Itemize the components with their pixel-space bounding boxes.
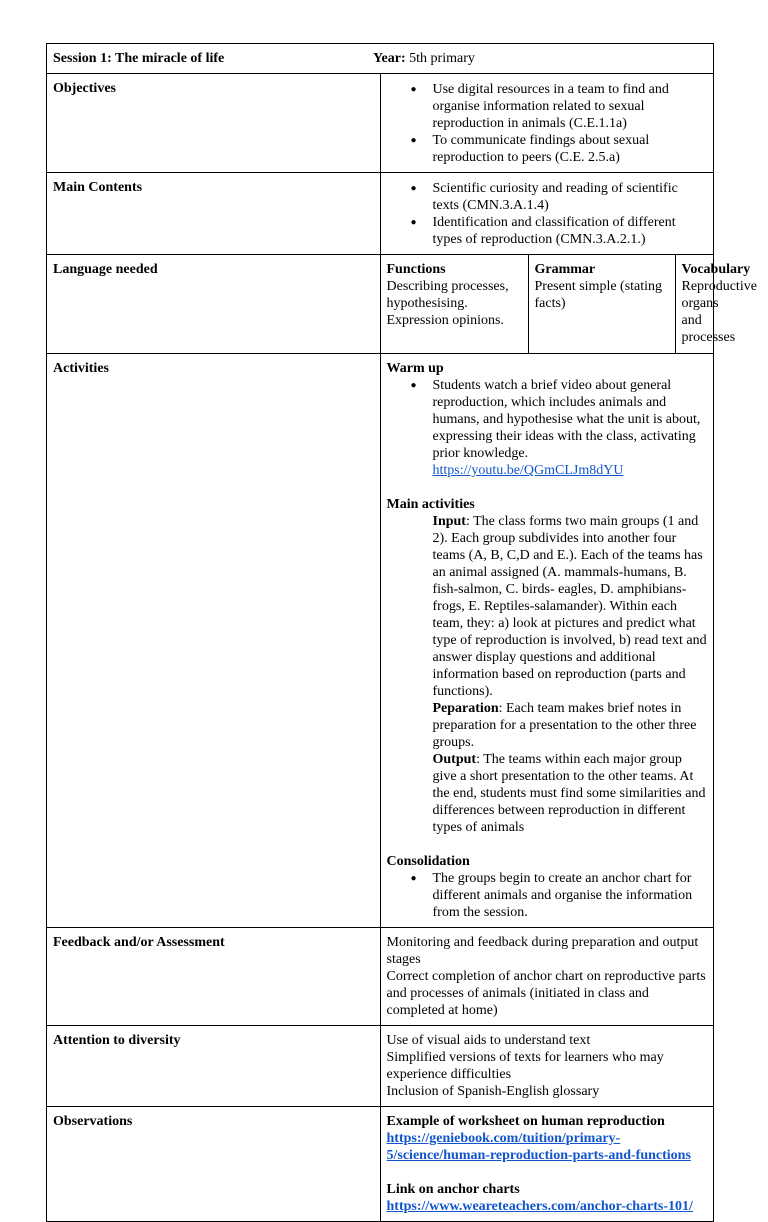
vocabulary-cell <box>675 255 757 353</box>
observations-label: Observations <box>47 1107 381 1222</box>
diversity-label: Attention to diversity <box>47 1026 381 1107</box>
objectives-label: Objectives <box>47 74 381 173</box>
vocabulary-title: Vocabulary <box>681 262 751 277</box>
diversity-line: Inclusion of Spanish-English glossary <box>386 1084 600 1099</box>
observations-row <box>47 1107 714 1222</box>
main-contents-content <box>380 173 714 255</box>
diversity-line: Simplified versions of texts for learners who may experience difficulties <box>386 1050 664 1082</box>
preparation-label: Peparation <box>432 701 499 716</box>
warmup-item <box>433 377 708 479</box>
main-activities-title: Main activities <box>386 497 475 512</box>
activities-label: Activities <box>47 354 381 928</box>
warmup-video-link[interactable]: https://youtu.be/QGmCLJm8dYU <box>432 463 624 478</box>
worksheet-title: Example of worksheet on human reproduction <box>386 1114 665 1129</box>
output-label: Output <box>432 752 477 767</box>
functions-title: Functions <box>386 262 446 277</box>
grammar-cell <box>528 255 675 353</box>
language-subtable <box>381 255 757 353</box>
input-label: Input <box>432 514 466 529</box>
worksheet-link[interactable]: https://geniebook.com/tuition/primary-5/science/human-reproduction-parts-and-functions <box>386 1131 691 1163</box>
objectives-row <box>47 74 714 173</box>
diversity-row <box>47 1026 714 1107</box>
objective-item: ● Use digital resources in a team to find and organise information related to sexual reproduction in animals (C.E.1.1a) <box>433 81 708 132</box>
main-contents-label: Main Contents <box>47 173 381 255</box>
header-cell <box>47 44 714 74</box>
output-paragraph <box>387 751 708 836</box>
warmup-list <box>387 377 708 479</box>
anchor-charts-link[interactable]: https://www.weareteachers.com/anchor-charts-101/ <box>386 1199 693 1214</box>
year-label: Year: <box>373 51 406 66</box>
lesson-plan-table <box>46 43 757 1222</box>
consolidation-title: Consolidation <box>386 854 470 869</box>
warmup-text: Students watch a brief video about general reproduction, which includes animals and humans, and hypothesise what the unit is about, expressing their ideas with the class, activating prior knowledge. <box>432 378 701 461</box>
consolidation-item: ● The groups begin to create an anchor chart for different animals and organise the information from the session. <box>433 870 708 921</box>
objectives-content <box>380 74 714 173</box>
preparation-paragraph <box>387 700 708 751</box>
main-contents-list <box>387 180 708 248</box>
observations-content <box>380 1107 714 1222</box>
main-contents-row <box>47 173 714 255</box>
feedback-line: Correct completion of anchor chart on reproductive parts and processes of animals (initiated in class and completed at home) <box>386 969 706 1018</box>
content-item: ● Scientific curiosity and reading of scientific texts (CMN.3.A.1.4) <box>433 180 708 214</box>
anchor-charts-title: Link on anchor charts <box>386 1182 520 1197</box>
input-paragraph <box>387 513 708 700</box>
feedback-line: Monitoring and feedback during preparation and output stages <box>386 935 699 967</box>
grammar-text: Present simple (stating facts) <box>534 279 663 311</box>
feedback-label: Feedback and/or Assessment <box>47 928 381 1026</box>
objectives-list <box>387 81 708 166</box>
feedback-content <box>380 928 714 1026</box>
functions-text: Describing processes, hypothesising. Expression opinions. <box>386 279 509 328</box>
vocabulary-text: Reproductive organs and processes <box>681 279 757 345</box>
session-title: Session 1: The miracle of life <box>53 51 225 66</box>
language-label: Language needed <box>47 255 381 354</box>
warmup-title: Warm up <box>386 361 444 376</box>
diversity-content <box>380 1026 714 1107</box>
language-content <box>380 255 757 354</box>
diversity-line: Use of visual aids to understand text <box>386 1033 591 1048</box>
functions-cell <box>381 255 529 353</box>
grammar-title: Grammar <box>534 262 596 277</box>
input-text: : The class forms two main groups (1 and 2). Each group subdivides into another four teams (A, B, C,D and E.). Each of the teams has an animal assigned (A. mammals-humans, B. fish-salmon, C. birds- eagles, D. amphibians-frogs, E. Reptiles-salamander). Within each team, they: a) look at pictures and predict what type of reproduction is involved, b) read text and answer display questions and additional information based on reproduction (parts and functions). <box>432 514 707 699</box>
header-row <box>47 44 714 74</box>
year-value: 5th primary <box>409 51 475 66</box>
feedback-row <box>47 928 714 1026</box>
consolidation-list <box>387 870 708 921</box>
objective-item: ● To communicate findings about sexual reproduction to peers (C.E. 2.5.a) <box>433 132 708 166</box>
content-item: ● Identification and classification of different types of reproduction (CMN.3.A.2.1.) <box>433 214 708 248</box>
activities-row <box>47 354 714 928</box>
language-row <box>47 255 714 354</box>
preparation-text: : Each team makes brief notes in preparation for a presentation to the other three groups. <box>432 701 697 750</box>
output-text: : The teams within each major group give a short presentation to the other teams. At the end, students must find some similarities and differences between reproduction in different types of animals <box>432 752 706 835</box>
activities-content <box>380 354 714 928</box>
